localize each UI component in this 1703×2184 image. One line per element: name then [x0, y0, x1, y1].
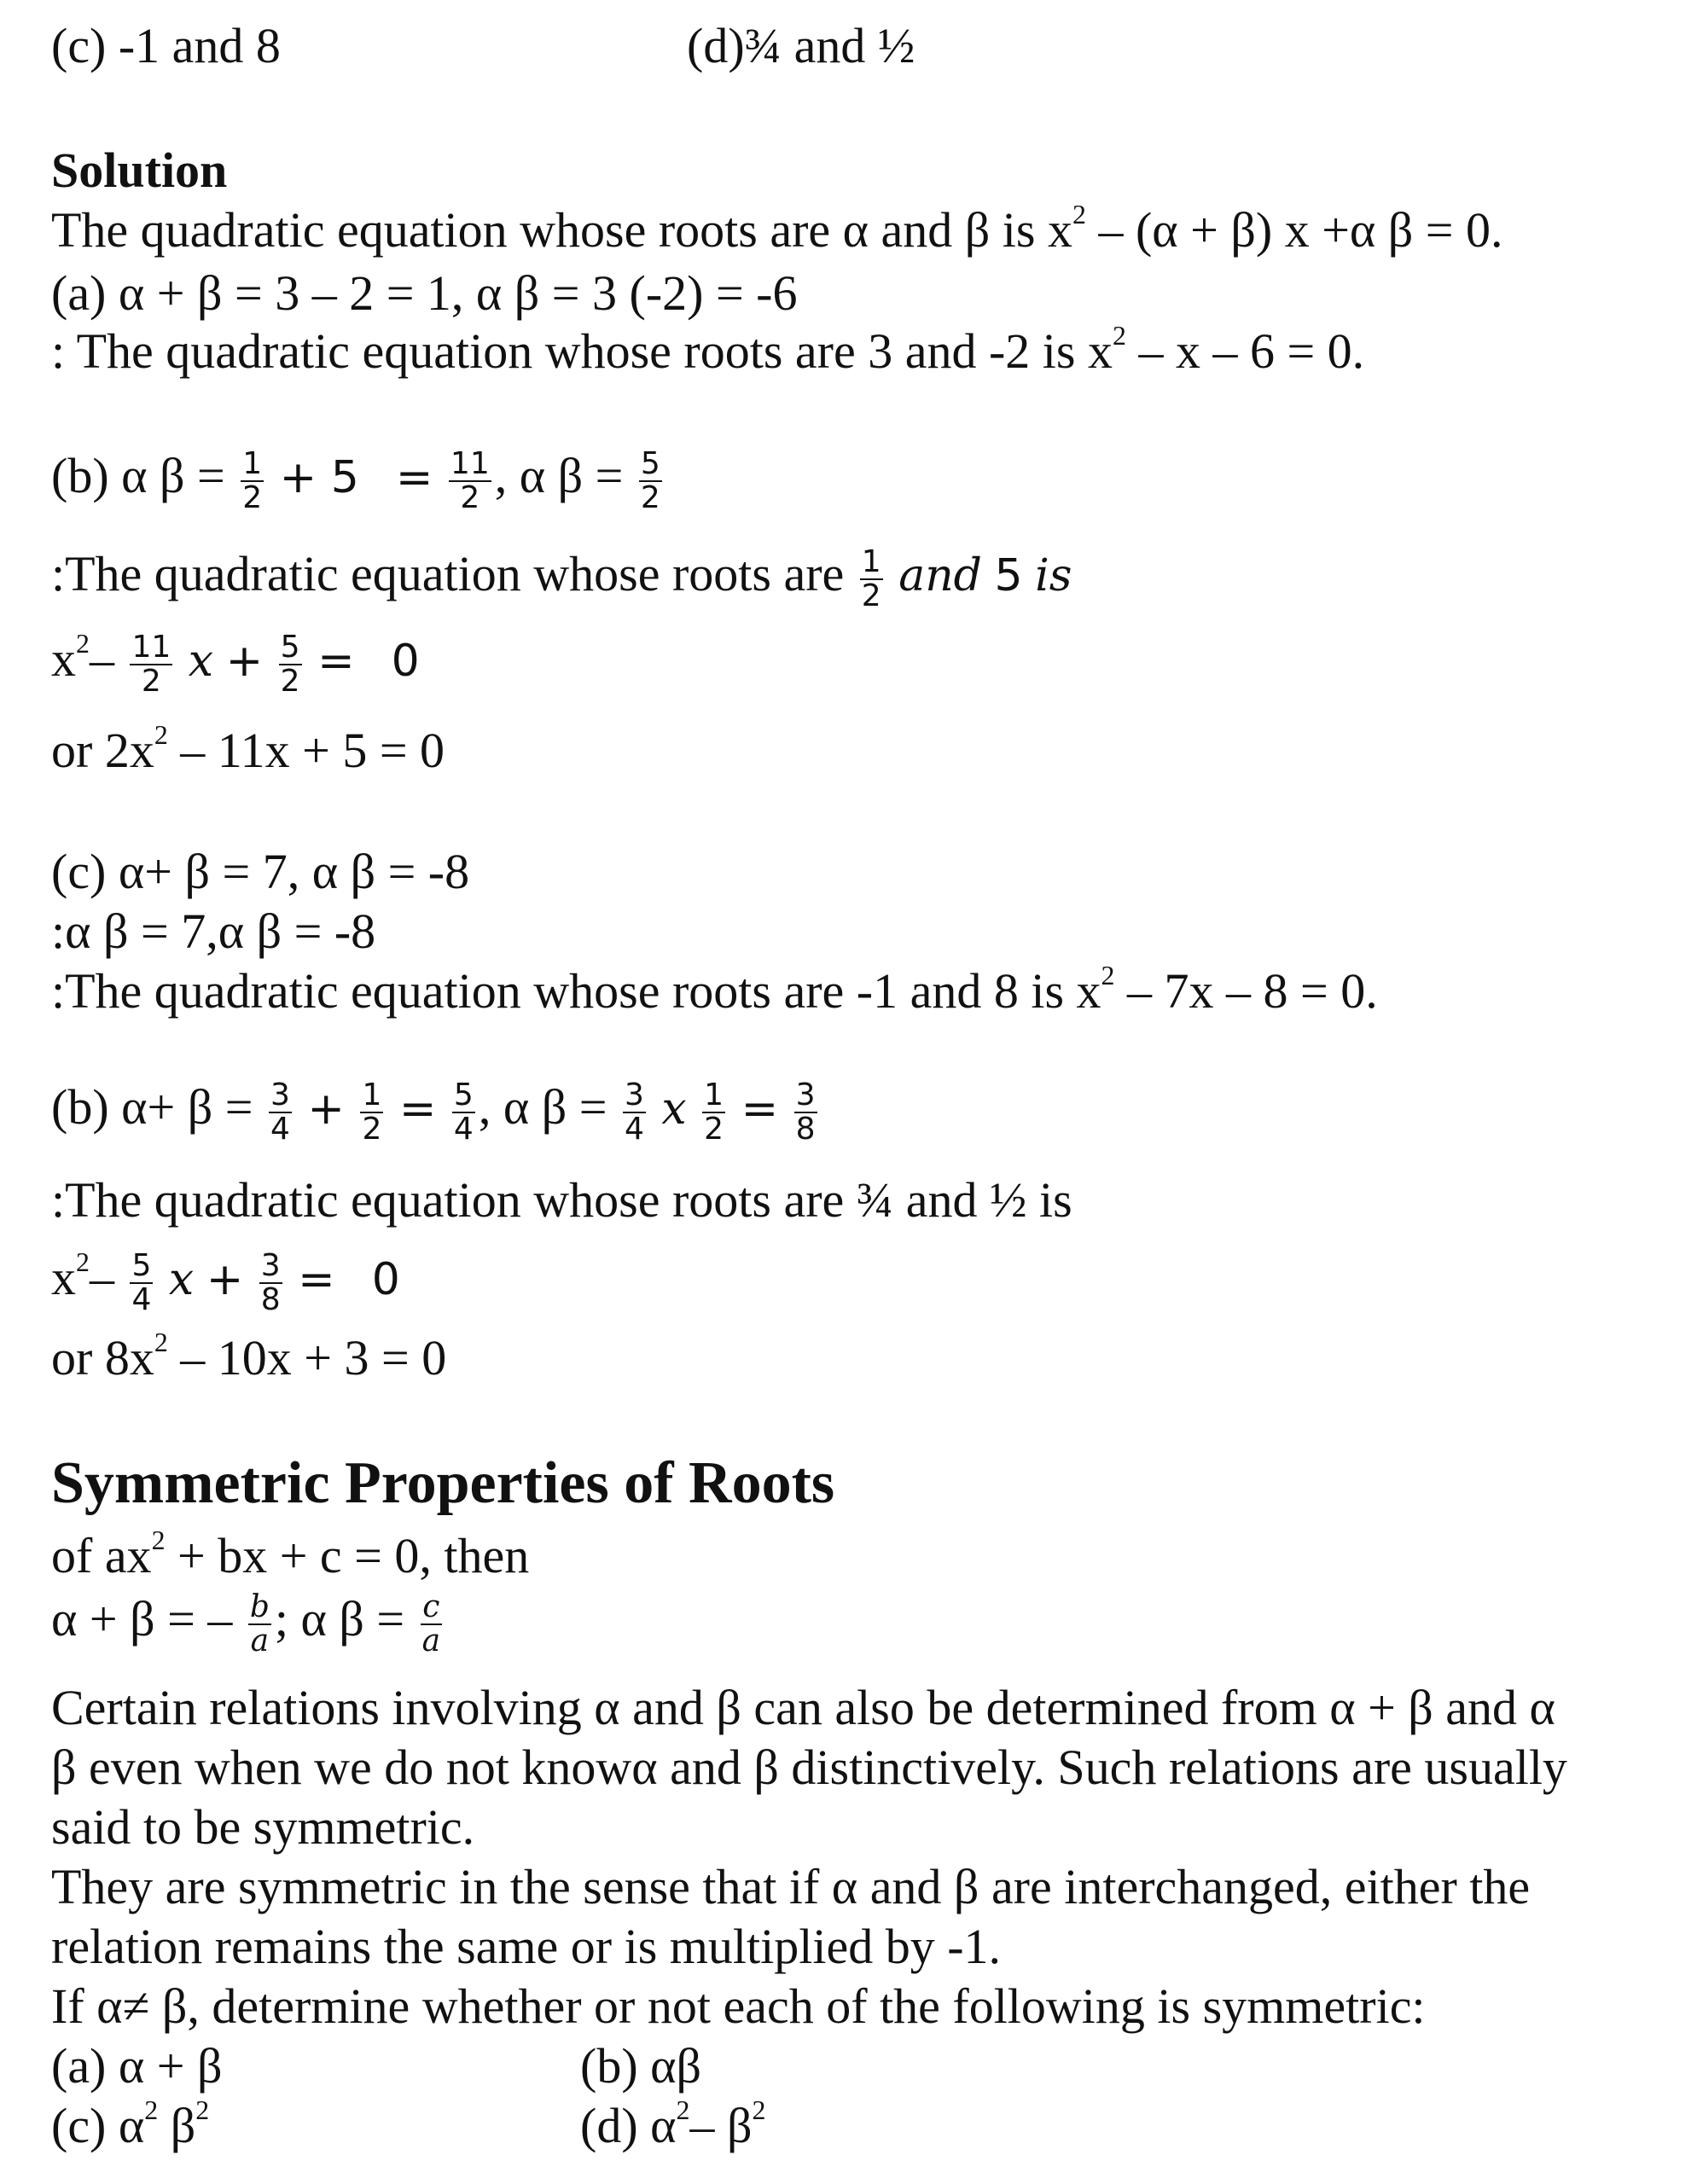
- is-word: is: [1035, 550, 1072, 602]
- semicolon: ;: [274, 1591, 288, 1647]
- c-line3-pre: :The quadratic equation whose roots are -1 and 8 is x: [51, 963, 1101, 1019]
- denominator: 2: [640, 479, 660, 515]
- fraction: [130, 1250, 153, 1316]
- opt-d-mid: – β: [689, 2098, 753, 2153]
- denominator: 4: [624, 1111, 644, 1147]
- b-prefix: (b) α β =: [51, 448, 225, 504]
- superscript: 2: [76, 629, 90, 659]
- option-c: [51, 2094, 210, 2153]
- opt-c-pre: (c) α: [51, 2098, 145, 2153]
- fraction: [452, 1079, 475, 1146]
- opt-d-pre: (d) α: [580, 2098, 677, 2153]
- denominator: 4: [131, 1281, 152, 1317]
- part-d-or: [51, 1327, 447, 1385]
- superscript: 2: [676, 2094, 690, 2125]
- fraction: [794, 1079, 817, 1146]
- option-d: [580, 2094, 766, 2153]
- a-line2-post: – x – 6 = 0.: [1125, 323, 1365, 379]
- c-line3-post: – 7x – 8 = 0.: [1114, 963, 1378, 1019]
- denominator: 2: [704, 1111, 724, 1147]
- eq-minus: –: [89, 1250, 114, 1306]
- eq-plus: +: [225, 636, 264, 688]
- eq-minus: –: [89, 631, 114, 688]
- option-b: (b) αβ: [580, 2038, 702, 2094]
- denominator: a: [250, 1623, 270, 1658]
- superscript: 2: [154, 719, 168, 750]
- superscript: 2: [195, 2094, 210, 2125]
- numerator: 3: [795, 1077, 816, 1112]
- part-b-equation: [51, 631, 420, 698]
- a-line2-pre: : The quadratic equation whose roots are 3 and -2 is x: [51, 323, 1113, 379]
- equals: =: [398, 1083, 437, 1136]
- symmetric-relations: [51, 1591, 445, 1658]
- opt-c-mid: β: [158, 2098, 196, 2153]
- times-x: x: [661, 1083, 687, 1136]
- part-a-line2: [51, 320, 1365, 379]
- superscript: 2: [144, 2094, 159, 2125]
- denominator: 4: [270, 1111, 290, 1147]
- superscript: 2: [1072, 199, 1086, 229]
- superscript: 2: [154, 1327, 168, 1357]
- denominator: 4: [453, 1111, 474, 1147]
- numerator: 11: [450, 446, 490, 481]
- para1-line3: said to be symmetric.: [51, 1799, 475, 1855]
- numerator: 3: [260, 1248, 281, 1283]
- superscript: 2: [151, 1525, 166, 1555]
- b-text-pre: :The quadratic equation whose roots are: [51, 546, 845, 602]
- superscript: 2: [76, 1247, 90, 1277]
- numerator: 5: [640, 446, 660, 481]
- eq-plus: +: [206, 1254, 244, 1306]
- or-post: – 10x + 3 = 0: [167, 1330, 447, 1385]
- part-b-or: [51, 719, 445, 778]
- denominator: 2: [362, 1111, 382, 1147]
- numerator: b: [249, 1589, 270, 1624]
- and-word: and: [898, 550, 982, 602]
- fraction: [360, 1079, 383, 1146]
- fraction: [269, 1079, 292, 1146]
- rel-prod: α β =: [300, 1591, 405, 1647]
- fraction: [421, 1591, 442, 1658]
- superscript: 2: [1101, 960, 1115, 990]
- option-c-top: (c) -1 and 8: [51, 18, 281, 73]
- numerator: 5: [453, 1077, 474, 1112]
- para2-line2: relation remains the same or is multiplied by -1.: [51, 1919, 1002, 1974]
- numerator: 5: [131, 1248, 152, 1283]
- numerator: 3: [270, 1077, 290, 1112]
- solution-heading: Solution: [51, 142, 228, 198]
- numerator: 1: [704, 1077, 724, 1112]
- eq-zero: 0: [371, 1254, 400, 1306]
- para1-line1: Certain relations involving α and β can also be determined from α + β and α: [51, 1680, 1555, 1735]
- denominator: a: [421, 1623, 441, 1658]
- rel-sum: α + β = –: [51, 1591, 233, 1647]
- fraction: [623, 1079, 646, 1146]
- denominator: 2: [460, 479, 480, 515]
- denominator: 2: [141, 663, 161, 699]
- denominator: 2: [280, 663, 300, 699]
- or-post: – 11x + 5 = 0: [167, 723, 445, 778]
- fraction: [241, 448, 264, 514]
- denominator: 2: [861, 578, 881, 613]
- part-d-statement: :The quadratic equation whose roots are ¾ and ½ is: [51, 1172, 1072, 1228]
- question: If α≠ β, determine whether or not each of the following is symmetric:: [51, 1978, 1426, 2034]
- numerator: 1: [242, 446, 263, 481]
- part-b-sum-product: [51, 448, 666, 514]
- fraction: [248, 1591, 271, 1658]
- comma: ,: [478, 1079, 491, 1136]
- five: 5: [994, 550, 1023, 602]
- denominator: 8: [260, 1281, 281, 1317]
- para2-line1: They are symmetric in the sense that if α and β are interchanged, either the: [51, 1859, 1531, 1914]
- symmetric-of-line: [51, 1525, 530, 1583]
- numerator: 1: [861, 544, 881, 579]
- or-pre: or 8x: [51, 1330, 154, 1385]
- equals: =: [741, 1083, 779, 1136]
- part-b-statement: [51, 546, 1072, 613]
- fraction: [449, 448, 491, 514]
- of-post: + bx + c = 0, then: [165, 1528, 530, 1583]
- eq-x: x: [51, 631, 76, 688]
- of-pre: of ax: [51, 1528, 152, 1583]
- intro-text-post: – (α + β) x +α β = 0.: [1085, 202, 1503, 258]
- numerator: 3: [624, 1077, 644, 1112]
- fraction: [639, 448, 662, 514]
- comma: ,: [494, 448, 508, 504]
- part-a-line1: (a) α + β = 3 – 2 = 1, α β = 3 (-2) = -6: [51, 265, 798, 321]
- superscript: 2: [1112, 320, 1126, 351]
- eq-equals: =: [317, 636, 355, 688]
- fraction: [860, 546, 883, 613]
- eq-xvar: x: [188, 636, 214, 688]
- intro-text-pre: The quadratic equation whose roots are α and β is x: [51, 202, 1072, 258]
- option-a: (a) α + β: [51, 2038, 223, 2094]
- part-c-line3: [51, 960, 1378, 1019]
- numerator: 11: [131, 630, 171, 665]
- option-d-top: (d)¾ and ½: [687, 18, 915, 73]
- numerator: 5: [280, 630, 300, 665]
- denominator: 2: [242, 479, 263, 515]
- plus: +: [307, 1083, 345, 1136]
- superscript: 2: [752, 2094, 766, 2125]
- part-d-sum-product: [51, 1079, 821, 1146]
- eq-x: x: [51, 1250, 76, 1306]
- d-prefix: (b) α+ β =: [51, 1079, 253, 1136]
- eq-zero: 0: [391, 636, 420, 688]
- eq-equals: =: [298, 1254, 335, 1306]
- d-product: α β =: [503, 1079, 607, 1136]
- solution-intro: [51, 199, 1503, 258]
- b-product: α β =: [519, 448, 624, 504]
- para1-line2: β even when we do not knowα and β distinctively. Such relations are usually: [51, 1740, 1567, 1795]
- part-c-line1: (c) α+ β = 7, α β = -8: [51, 844, 470, 899]
- denominator: 8: [795, 1111, 816, 1147]
- or-pre: or 2x: [51, 723, 154, 778]
- numerator: c: [421, 1591, 442, 1625]
- eq-xvar: x: [168, 1254, 195, 1306]
- section-heading: Symmetric Properties of Roots: [51, 1450, 835, 1516]
- part-c-line2: :α β = 7,α β = -8: [51, 903, 376, 959]
- fraction: [130, 631, 172, 698]
- fraction: [279, 631, 302, 698]
- equals: =: [395, 452, 433, 504]
- plus-five: + 5: [279, 452, 359, 504]
- numerator: 1: [362, 1077, 382, 1112]
- part-d-equation: [51, 1247, 400, 1317]
- fraction: [259, 1250, 282, 1316]
- fraction: [702, 1079, 725, 1146]
